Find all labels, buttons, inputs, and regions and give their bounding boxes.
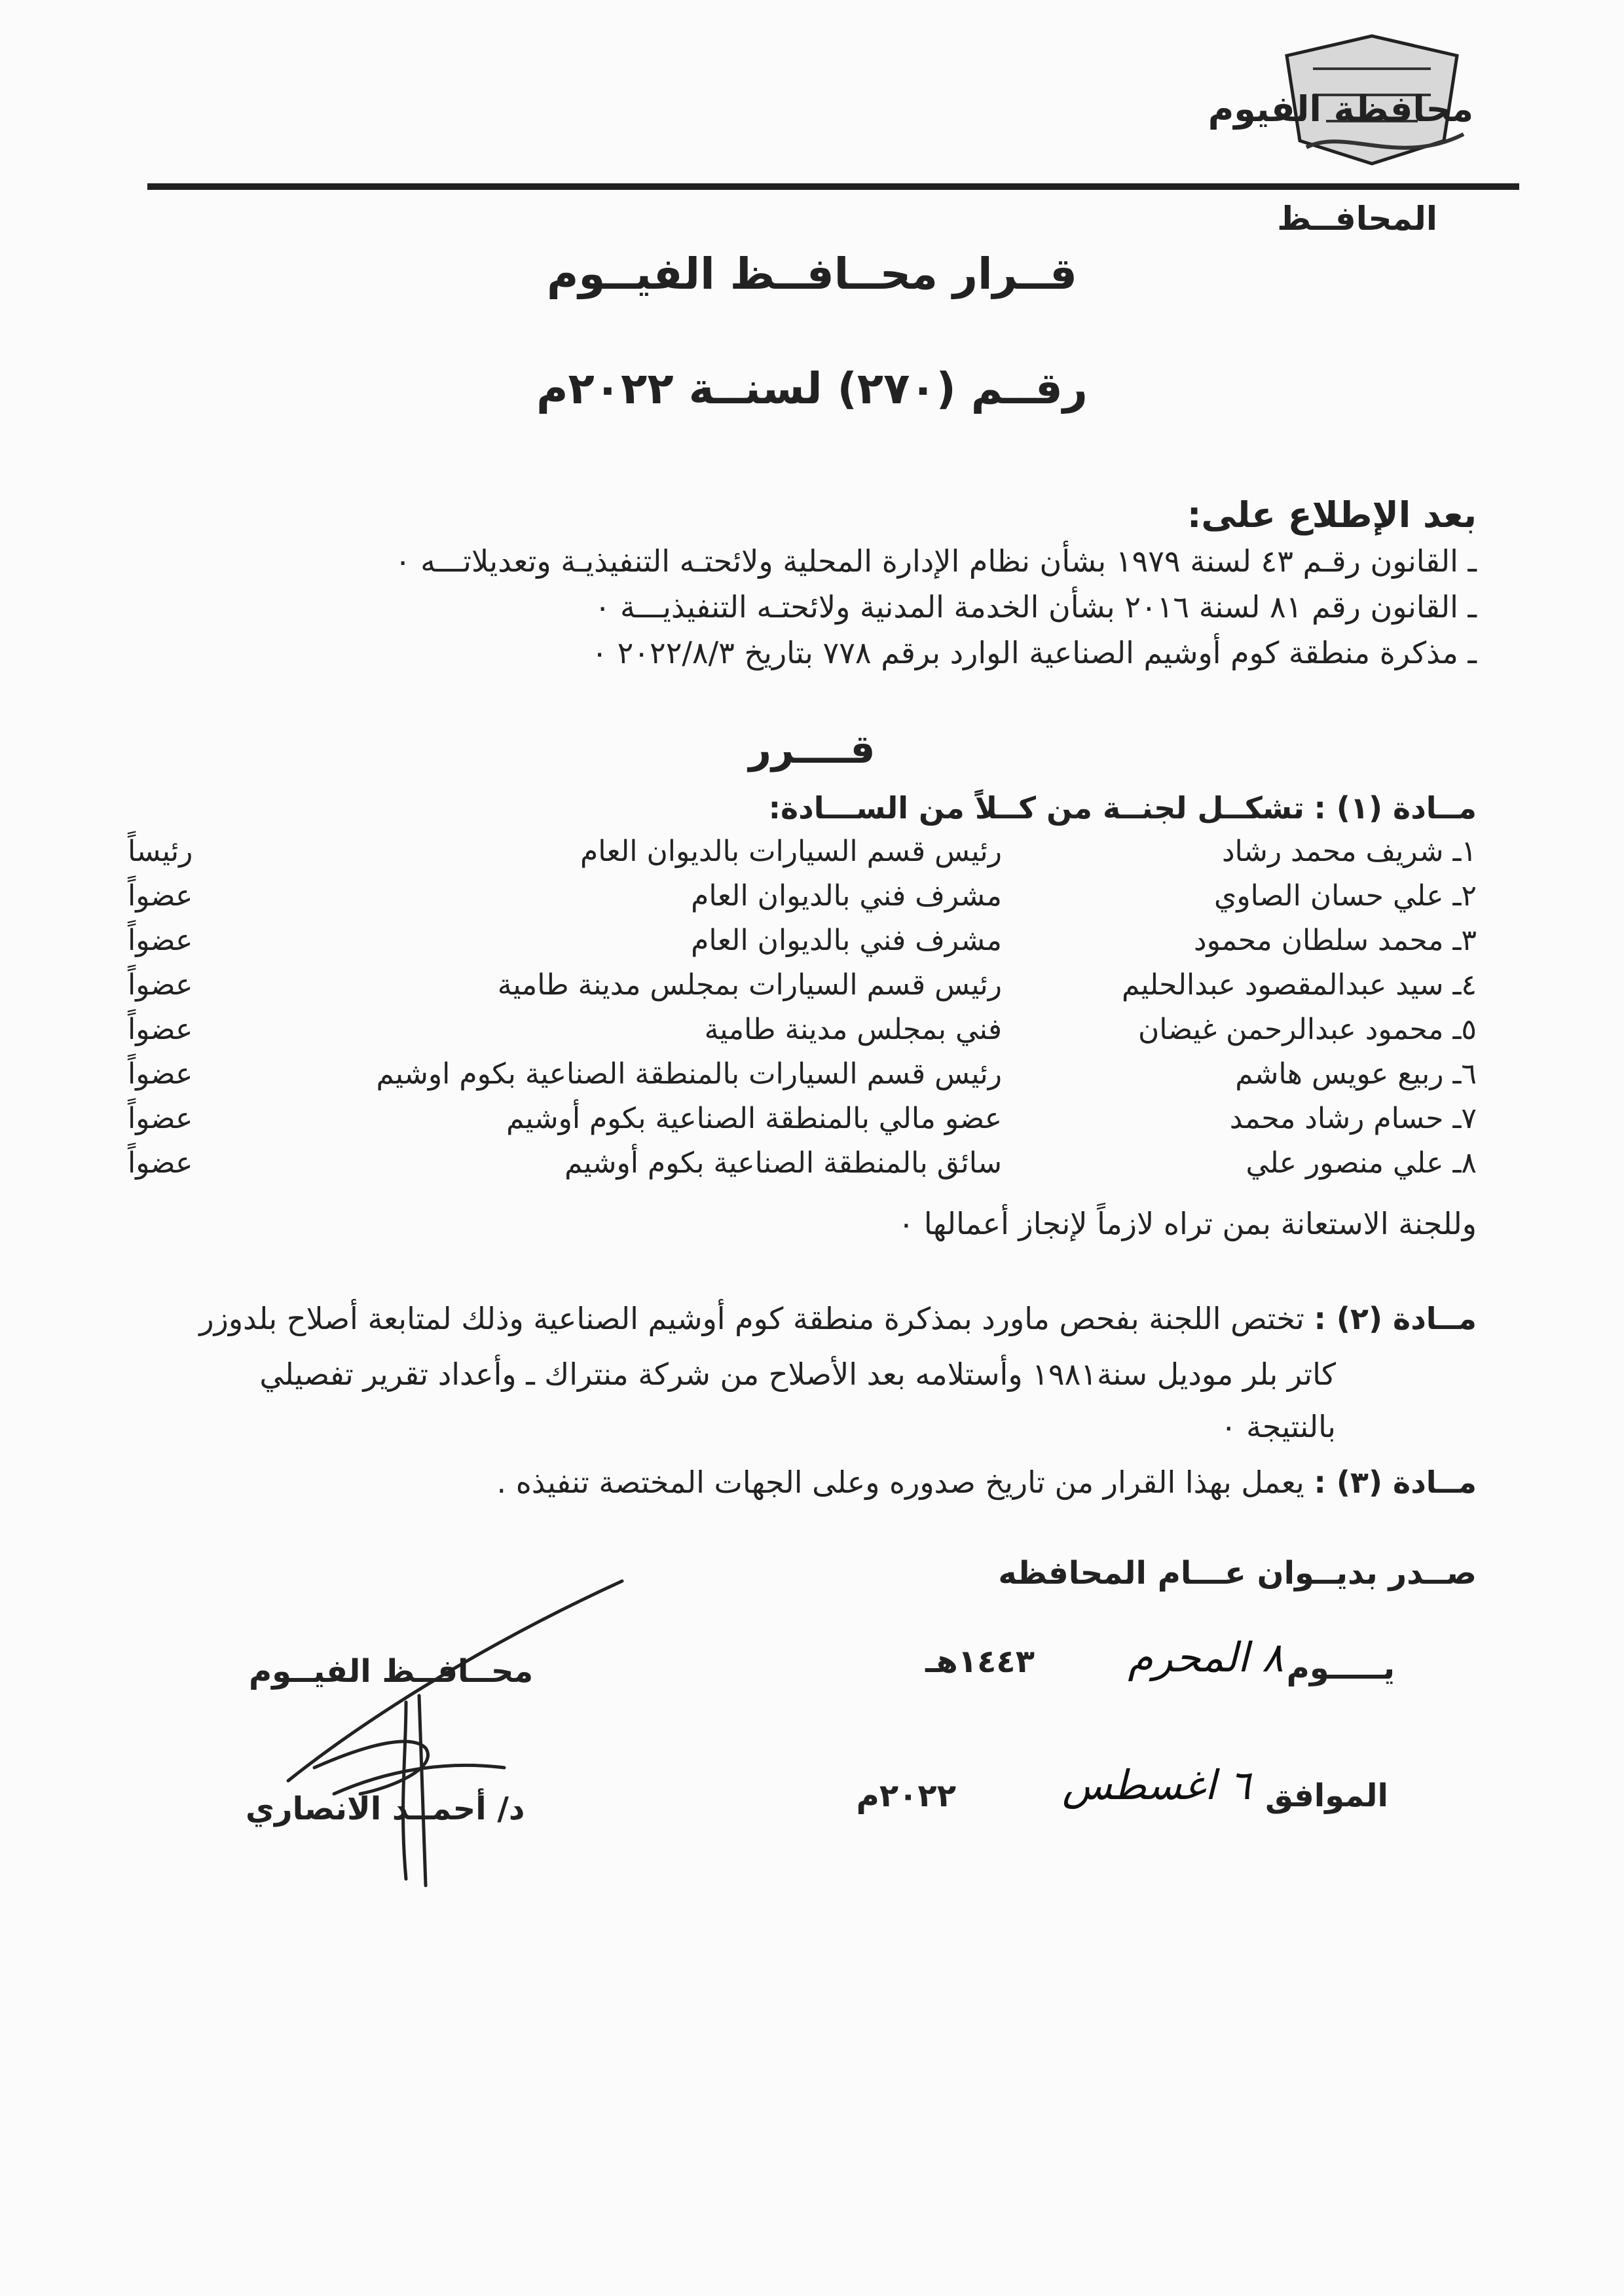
member-name: ٦ـ ربيع عويس هاشم [1235,1057,1477,1091]
article-3-text: يعمل بهذا القرار من تاريخ صدوره وعلى الجهات المختصة تنفيذه . [496,1465,1304,1500]
member-status: عضواً [128,879,193,913]
article-2-label: مــادة (٢) : [1314,1301,1477,1336]
member-status: عضواً [128,1146,193,1180]
article-1-label: مــادة (١) : [1314,790,1477,826]
member-row [128,968,1477,1013]
committee-members [128,835,1477,1191]
member-row [128,879,1477,924]
preamble-heading: بعد الإطلاع على: [1187,494,1477,536]
day-label: يـــــوم [1286,1650,1395,1686]
signatory-title: محــافــظ الفيــوم [249,1653,534,1690]
member-role: سائق بالمنطقة الصناعية بكوم أوشيم [564,1146,1002,1180]
article-2-line-1: تختص اللجنة بفحص ماورد بمذكرة منطقة كوم أوشيم الصناعية وذلك لمتابعة أصلاح بلدوزر [199,1301,1304,1336]
member-role: فني بمجلس مدينة طامية [704,1013,1002,1046]
member-row [128,1146,1477,1191]
article-1-text: تشكــل لجنــة من كــلاً من الســـادة: [768,790,1304,826]
member-status: عضواً [128,1057,193,1091]
article-2-line-3: بالنتيجة ٠ [1220,1409,1336,1444]
member-role: رئيس قسم السيارات بالمنطقة الصناعية بكوم اوشيم [376,1057,1002,1091]
member-role: رئيس قسم السيارات بمجلس مدينة طامية [497,968,1002,1002]
article-3 [496,1457,1477,1508]
member-row [128,1057,1477,1102]
member-role: مشرف فني بالديوان العام [691,879,1002,913]
member-row [128,835,1477,879]
member-status: رئيساً [128,835,193,868]
decree-title: قــرار محــافــظ الفيــوم [546,249,1077,299]
day-handwritten: ٨ المحرم [1128,1633,1283,1681]
decree-number: رقــم (٢٧٠) لسنــة ٢٠٢٢م [536,363,1088,414]
member-status: عضواً [128,1102,193,1135]
member-role: عضو مالي بالمنطقة الصناعية بكوم أوشيم [506,1102,1002,1135]
hijri-year: ١٤٤٣هـ [925,1643,1035,1680]
article-2-line-2: كاتر بلر موديل سنة١٩٨١ وأستلامه بعد الأصلاح من شركة منتراك ـ وأعداد تقرير تفصيلي [259,1357,1336,1392]
signature-icon [275,1571,642,1899]
article-1-heading [769,782,1477,833]
reference-3: ـ مذكرة منطقة كوم أوشيم الصناعية الوارد برقم ٧٧٨ بتاريخ ٢٠٢٢/٨/٣ ٠ [591,635,1477,670]
office-label: المحافــظ [1277,200,1437,238]
member-name: ٤ـ سيد عبدالمقصود عبدالحليم [1122,968,1477,1002]
member-name: ٣ـ محمد سلطان محمود [1194,924,1477,957]
reference-2: ـ القانون رقم ٨١ لسنة ٢٠١٦ بشأن الخدمة المدنية ولائحتـه التنفيذيـــة ٠ [594,589,1477,625]
issued-at: صــدر بديــوان عـــام المحافظه [998,1555,1477,1592]
member-row [128,1013,1477,1057]
member-row [128,924,1477,968]
member-name: ٧ـ حسام رشاد محمد [1229,1102,1477,1135]
reference-1: ـ القانون رقـم ٤٣ لسنة ١٩٧٩ بشأن نظام الإدارة المحلية ولائحتـه التنفيذيـة وتعديلاتـــه ٠ [394,543,1477,579]
header-divider [147,183,1519,190]
article-1-note: وللجنة الاستعانة بمن تراه لازماً لإنجاز أعمالها ٠ [898,1206,1477,1241]
corresponding-label: الموافق [1265,1777,1388,1814]
member-role: رئيس قسم السيارات بالديوان العام [580,835,1002,868]
decided-word: قــــرر [748,727,876,773]
member-name: ٥ـ محمود عبدالرحمن غيضان [1137,1013,1477,1046]
member-row [128,1102,1477,1146]
member-status: عضواً [128,924,193,957]
governorate-name: محافظة الفيوم [1208,88,1473,130]
member-name: ١ـ شريف محمد رشاد [1221,835,1477,868]
gregorian-year: ٢٠٢٢م [856,1777,956,1814]
member-status: عضواً [128,1013,193,1046]
member-status: عضواً [128,968,193,1002]
member-name: ٢ـ علي حسان الصاوي [1213,879,1477,913]
member-role: مشرف فني بالديوان العام [691,924,1002,957]
signatory-name: د/ أحمــد الانصاري [246,1791,525,1827]
date-handwritten: ٦ اغسطس [1062,1761,1251,1809]
article-3-label: مــادة (٣) : [1314,1465,1477,1500]
article-2 [128,1293,1477,1344]
member-name: ٨ـ علي منصور علي [1246,1146,1477,1180]
